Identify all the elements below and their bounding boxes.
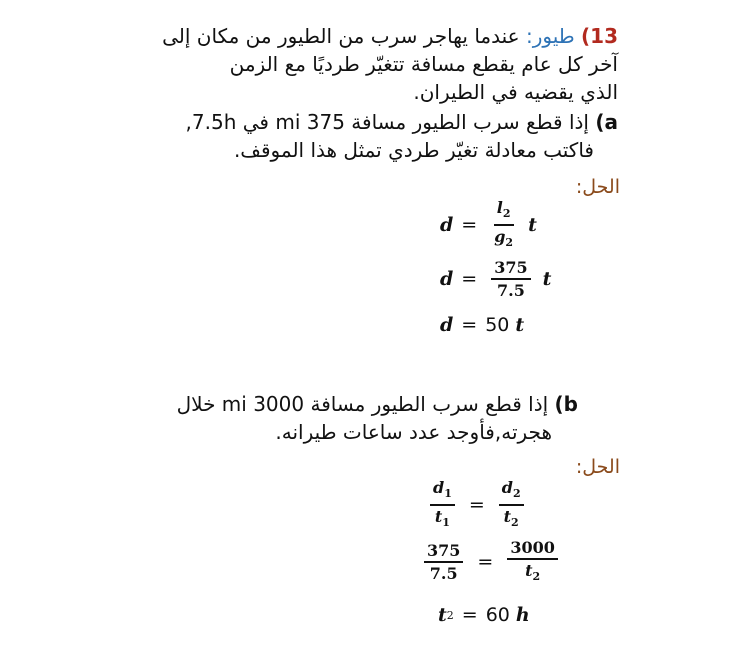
eq-b3-equals: = (461, 604, 478, 626)
eq-b3-unit: h (515, 604, 530, 626)
eq-a1-equals: = (461, 214, 478, 237)
eq-b2-num-r: 3000 (507, 538, 558, 560)
eq-b2-den-l: 7.5 (429, 564, 458, 584)
problem-line-1 (58, 22, 618, 50)
eq-b3-lhs: t (438, 604, 447, 626)
eq-b2-den-r: t (525, 561, 533, 580)
problem-text-3: الذي يقضيه في الطيران. (413, 80, 618, 104)
eq-a2-den: 7.5 (497, 281, 525, 300)
eq-a2-rhs: t (542, 268, 552, 290)
eq-b1-num-r-sub: 2 (512, 487, 521, 501)
part-b-text-1: إذا قطع سرب الطيور مسافة 3000 mi خلال (176, 392, 549, 416)
part-a-line-1 (18, 108, 618, 136)
eq-a1-num-sub: 2 (502, 207, 511, 221)
part-a-solution-label: الحل: (575, 176, 620, 198)
eq-b2-right-fraction (507, 538, 558, 586)
part-b-equation-3 (438, 604, 530, 626)
problem-text-1: عندما يهاجر سرب من الطيور من مكان إلى (162, 24, 520, 48)
eq-b1-num-r: d (501, 478, 513, 497)
eq-b1-den-l: t (434, 507, 443, 527)
eq-b1-left-fraction (430, 478, 455, 532)
eq-a3-value: 50 (485, 314, 510, 336)
eq-a2-fraction (491, 258, 530, 300)
eq-a1-num: l (496, 198, 503, 217)
part-a-equation-1 (440, 198, 537, 252)
part-b-equation-1 (424, 478, 530, 532)
eq-b1-den-r-sub: 2 (511, 516, 519, 530)
eq-b2-left-fraction (424, 541, 463, 583)
eq-b1-equals: = (468, 494, 485, 517)
part-b-solution-label: الحل: (575, 456, 620, 478)
eq-b2-den-r-sub: 2 (532, 570, 541, 584)
eq-b1-num-l: d (433, 478, 445, 497)
eq-b1-num-l-sub: 1 (444, 487, 452, 501)
part-a-equation-3 (440, 314, 524, 336)
problem-number: 13) (581, 24, 618, 48)
eq-a1-lhs: d (440, 214, 454, 237)
eq-a3-lhs: d (440, 314, 454, 336)
part-b-line-1 (18, 390, 578, 418)
part-b-label: b) (554, 392, 578, 416)
problem-statement (58, 22, 618, 106)
part-b-equation-2 (418, 538, 564, 586)
part-a (18, 108, 618, 164)
eq-a3-equals: = (461, 314, 478, 336)
eq-a3-rhs: t (515, 314, 525, 336)
eq-a2-equals: = (461, 268, 478, 290)
eq-b1-den-l-sub: 1 (442, 516, 450, 530)
eq-b3-lhs-sub: 2 (446, 608, 454, 622)
part-a-label: a) (595, 110, 618, 134)
eq-b1-right-fraction (499, 478, 524, 532)
eq-b3-value: 60 (485, 604, 510, 626)
eq-a1-rhs: t (528, 214, 537, 237)
part-a-text-2: فاكتب معادلة تغيّر طردي تمثل هذا الموقف. (233, 138, 594, 162)
eq-a1-den-sub: 2 (505, 236, 514, 250)
problem-text-2: آخر كل عام يقطع مسافة تتغيّر طرديًا مع الزمن (229, 52, 618, 76)
eq-a2-num: 375 (491, 258, 530, 280)
eq-a1-fraction (491, 198, 516, 252)
eq-a2-lhs: d (440, 268, 454, 290)
problem-topic: طيور: (525, 24, 575, 48)
eq-b2-num-l: 375 (424, 541, 463, 563)
part-a-equation-2 (440, 258, 551, 300)
eq-a1-den: g (494, 227, 506, 247)
part-a-text-1: إذا قطع سرب الطيور مسافة 375 mi في 7.5h, (185, 110, 589, 134)
eq-b2-equals: = (477, 551, 494, 574)
eq-b1-den-r: t (503, 507, 512, 527)
part-b-text-2: هجرته,فأوجد عدد ساعات طيرانه. (275, 420, 552, 444)
part-b (18, 390, 578, 446)
